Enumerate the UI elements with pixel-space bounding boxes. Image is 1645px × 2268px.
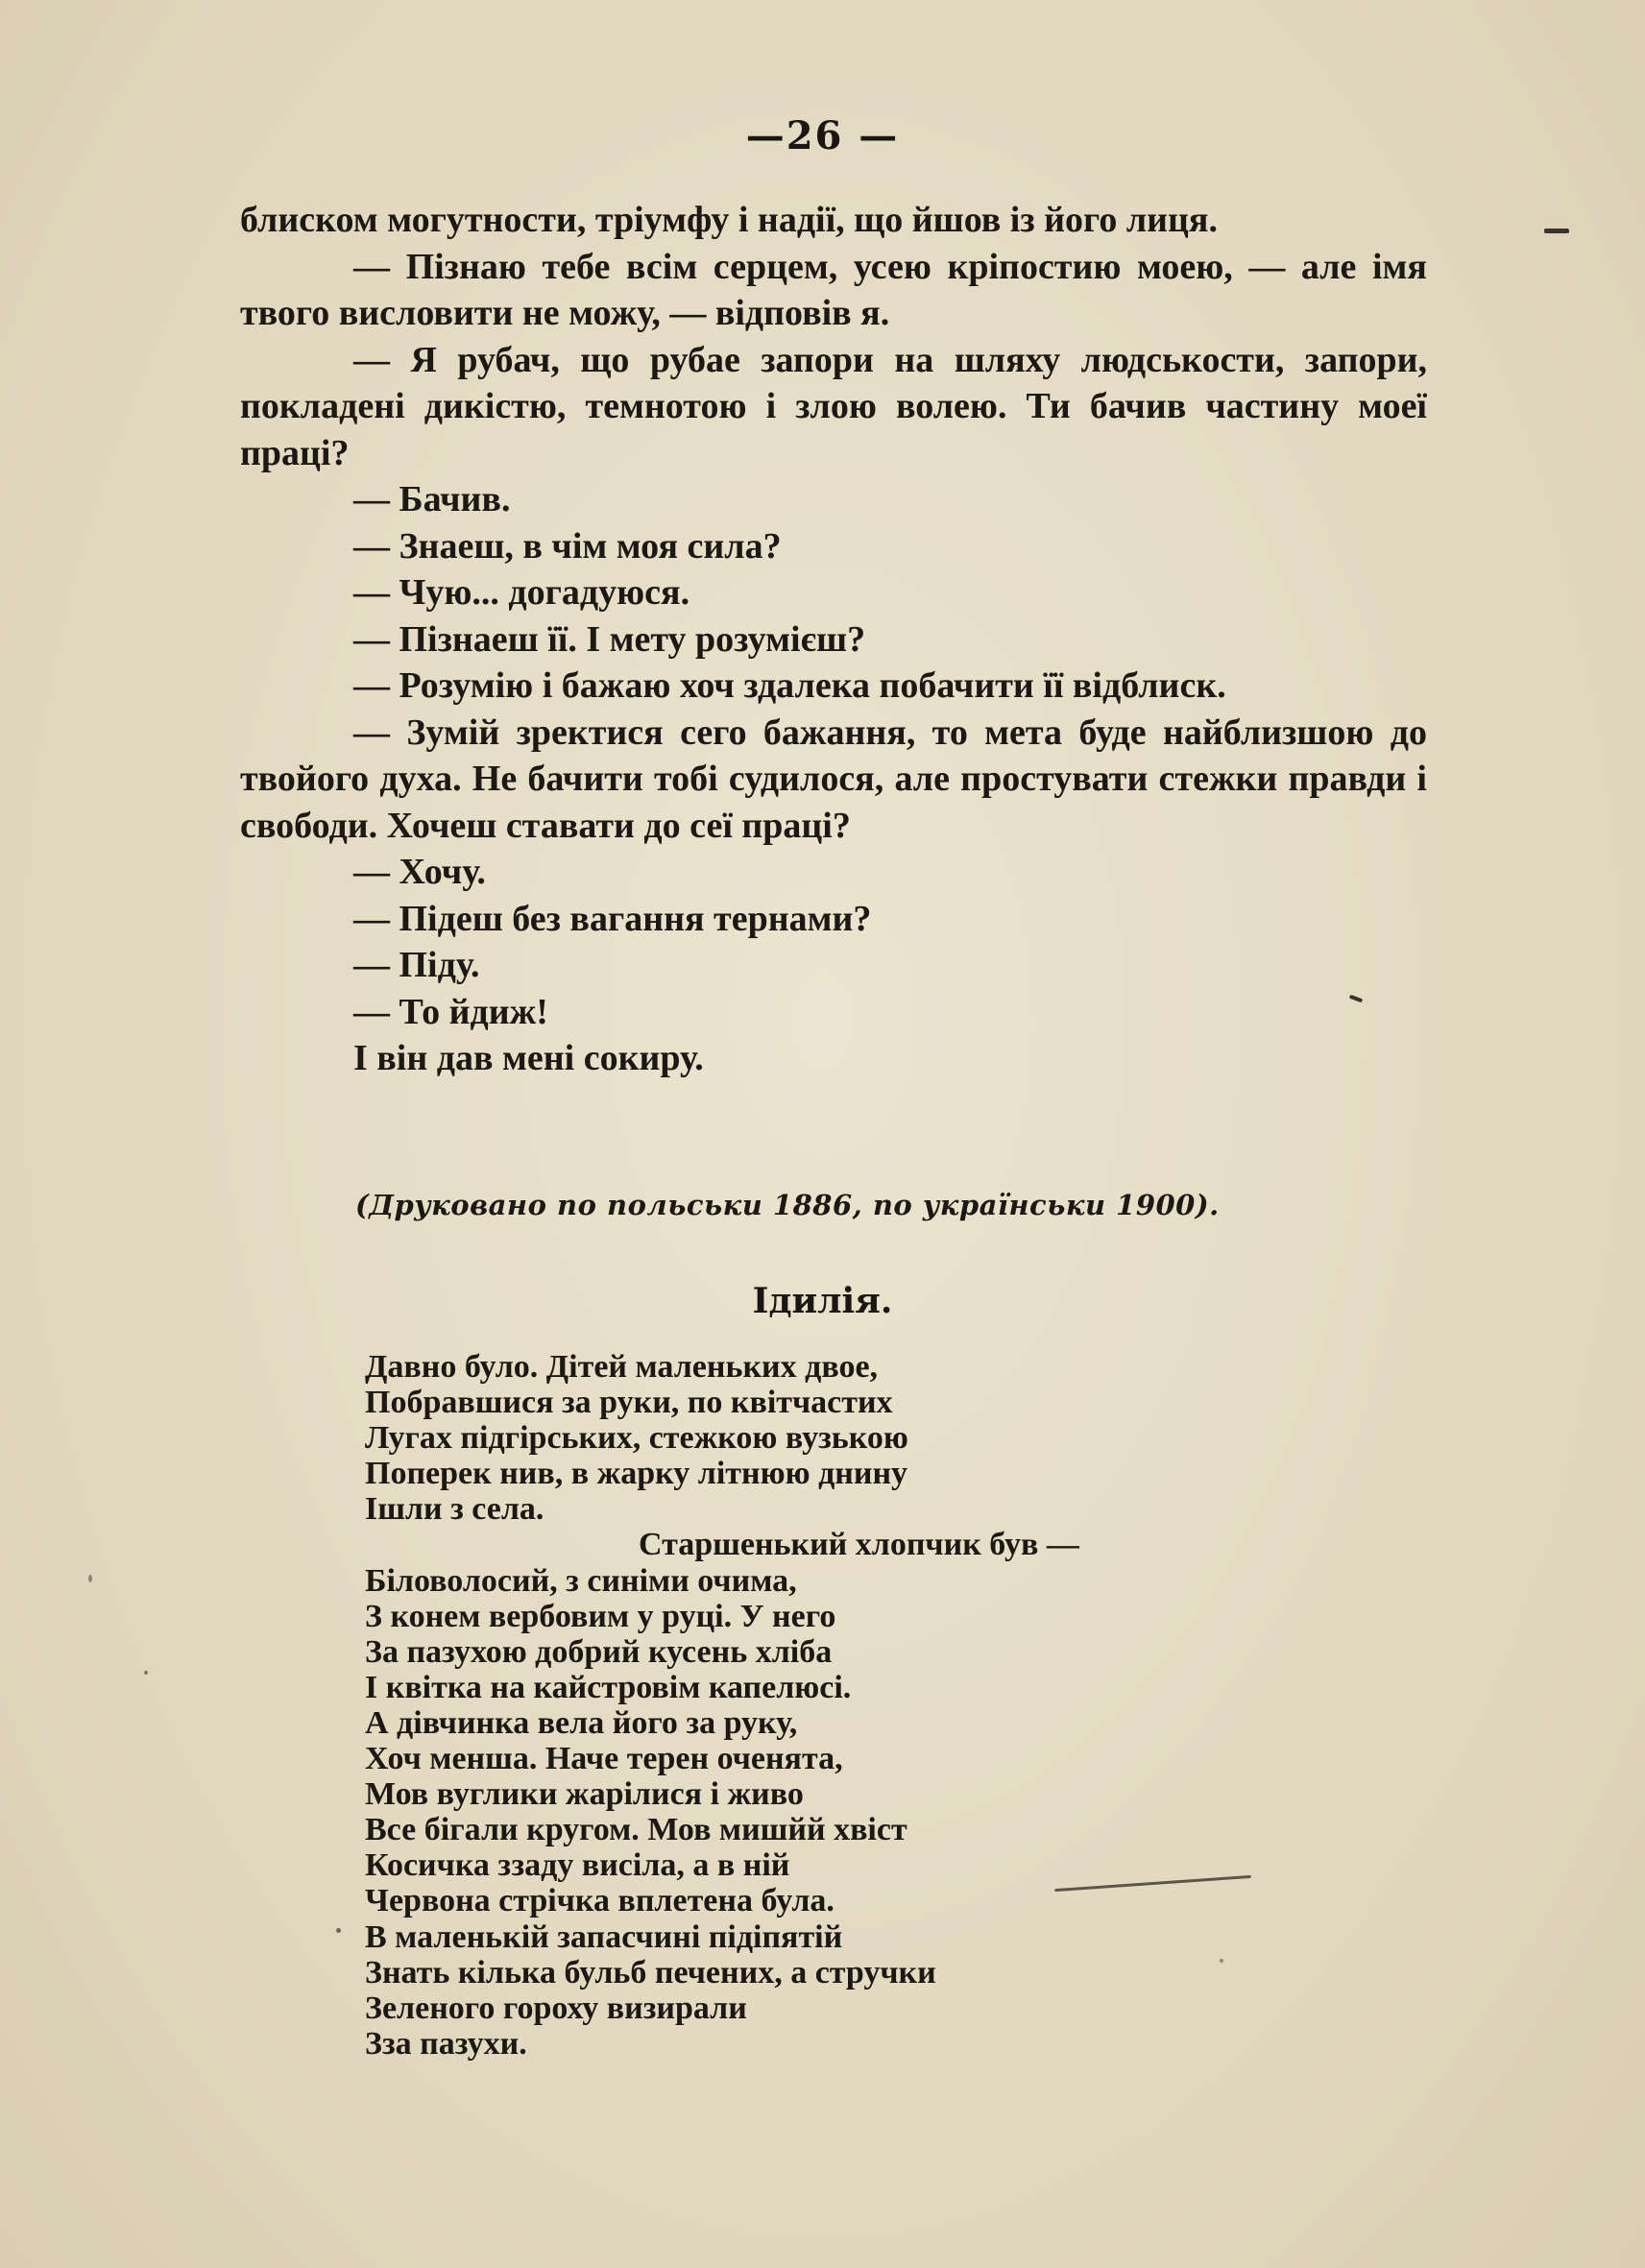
ink-speck (144, 1671, 148, 1675)
publication-note: (Друковано по польськи 1886, по українськи 1900). (355, 1189, 1220, 1221)
poem-line: А дівчинка вела його за руку, (365, 1704, 798, 1741)
poem-line: Лугах підгірських, стежкою вузькою (365, 1420, 908, 1457)
dialogue-paragraph: — То йдиж! (353, 991, 548, 1032)
poem-line: Поперек нив, в жарку літнюю днину (365, 1456, 908, 1492)
ink-speck (1054, 1875, 1251, 1892)
dialogue-paragraph: — Знаеш, в чім моя сила? (353, 525, 782, 567)
poem-line: Старшенький хлопчик був — (639, 1527, 1079, 1563)
poem-line: Зеленого гороху визирали (365, 1990, 747, 2026)
poem-line: Давно було. Дітей маленьких двое, (365, 1349, 879, 1385)
dialogue-paragraph: — Розумію і бажаю хоч здалека побачити її відблиск. (353, 665, 1226, 706)
page-number: —26 — (745, 113, 900, 158)
poem-line: Мов вуглики жарілися і живо (365, 1776, 804, 1813)
poem-line: Косичка ззаду висіла, а в ній (365, 1847, 790, 1884)
poem-line: З конем вербовим у руці. У него (365, 1598, 836, 1634)
poem-line: Хоч менша. Наче терен оченята, (365, 1741, 843, 1777)
ink-speck (336, 1928, 341, 1933)
dialogue-paragraph: — Бачив. (353, 479, 511, 519)
poem-line: Все бігали кругом. Мов мишйй хвіст (365, 1812, 907, 1848)
poem-line: За пазухою добрий кусень хліба (365, 1633, 833, 1670)
dialogue-paragraph: — Зумій зректися сего бажання, то мета буде найблизшою до твойого духа. Не бачити тобі судилося, але простувати стежки правди і свободи. Хочеш ставати до сеї праці? (240, 712, 1427, 846)
closing-paragraph: І він дав мені сокиру. (353, 1038, 704, 1078)
dialogue-paragraph: — Пізнаеш її. І мету розумієш? (353, 618, 866, 660)
dialogue-paragraph: — Хочу. (353, 852, 486, 892)
poem-title: Ідилія. (752, 1281, 893, 1321)
dialogue-paragraph: — Я рубач, що рубае запори на шляху людськости, запори, покладені дикістю, темнотою і злою волею. Ти бачив частину моеї праці? (240, 339, 1427, 473)
poem-line: І квітка на кайстровім капелюсі. (365, 1669, 852, 1705)
paragraph: блиском могутности, тріумфу і надії, що йшов із його лиця. (240, 200, 1218, 240)
dialogue-paragraph: — Чую... догадуюся. (353, 572, 690, 613)
poem-line: Знать кілька бульб печених, а стручки (365, 1954, 936, 1991)
ink-speck (1220, 1959, 1223, 1963)
poem-line: В маленькій запасчині підіпятій (365, 1918, 843, 1955)
ink-speck (1544, 229, 1569, 233)
prose-section (240, 197, 1427, 1082)
poem-line: Побравшися за руки, по квітчастих (365, 1385, 893, 1421)
dialogue-paragraph: — Підеш без вагання тернами? (353, 898, 872, 939)
poem-line: Зза пазухи. (365, 2025, 527, 2062)
dialogue-paragraph: — Пізнаю тебе всім серцем, усею кріпостию моею, — але імя твого висловити не можу, — відповів я. (240, 246, 1427, 333)
poem-line: Біловолосий, з синіми очима, (365, 1562, 797, 1599)
poem (365, 1349, 1079, 2062)
poem-line: Ішли з села. (365, 1491, 544, 1528)
poem-line: Червона стрічка вплетена була. (365, 1883, 835, 1919)
dialogue-paragraph: — Піду. (353, 945, 480, 985)
ink-speck (88, 1575, 92, 1582)
